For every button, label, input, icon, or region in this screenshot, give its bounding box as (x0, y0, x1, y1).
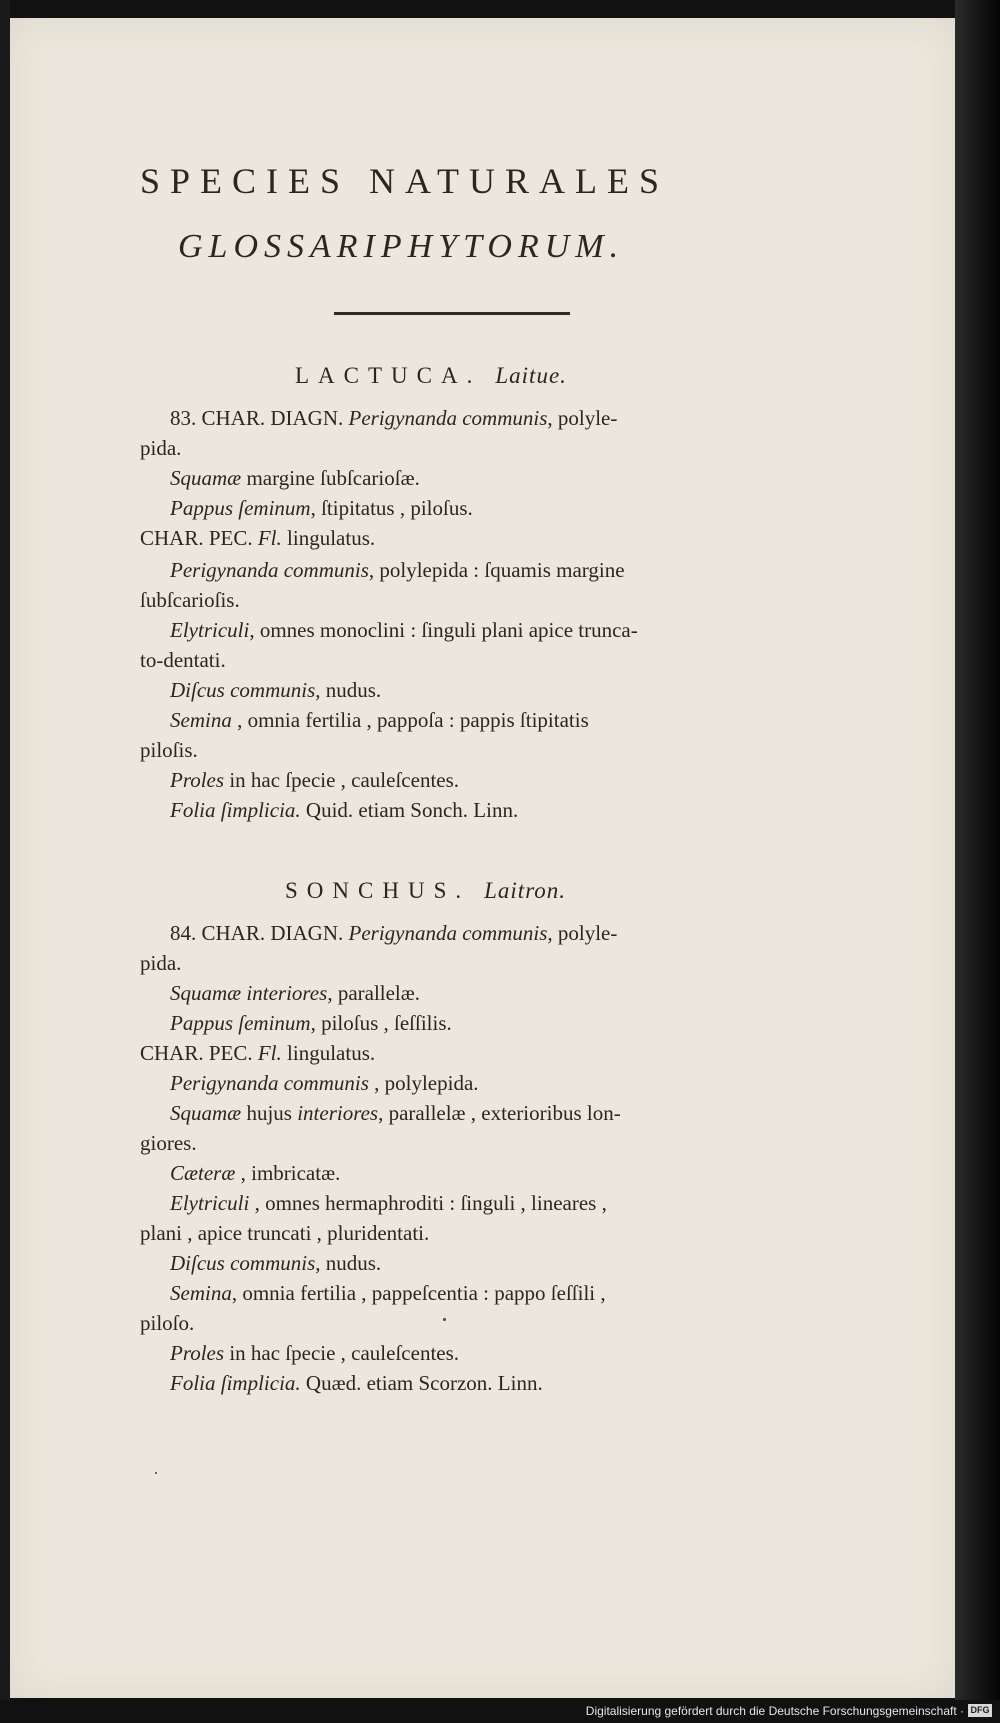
text-line (170, 1163, 340, 1184)
italic-term: Squamæ (170, 466, 242, 490)
italic-term: Semina (170, 708, 232, 732)
vernacular-name: Laitue. (495, 363, 567, 388)
section-heading-lactuca (295, 363, 567, 389)
italic-term: Folia ſimplicia. (170, 1371, 301, 1395)
text-span: 84. CHAR. DIAGN. (170, 921, 349, 945)
text-span: , nudus. (315, 678, 382, 702)
italic-term: Elytriculi (170, 618, 250, 642)
page-title: SPECIES NATURALES (140, 161, 670, 201)
italic-term: Proles (170, 1341, 225, 1365)
text-span: 83. CHAR. DIAGN. (170, 406, 349, 430)
ink-speck (443, 1318, 446, 1321)
text-span: pida. (140, 951, 182, 975)
text-span: giores. (140, 1131, 197, 1155)
text-line (170, 1103, 621, 1124)
text-span: lingulatus. (281, 526, 376, 550)
text-line (170, 1253, 381, 1274)
text-span: Quid. etiam Sonch. Linn. (300, 798, 519, 822)
text-span: , polylepida. (368, 1071, 479, 1095)
text-span: pida. (140, 436, 182, 460)
text-span: , imbricatæ. (235, 1161, 341, 1185)
text-line (140, 1223, 429, 1244)
italic-term: Squamæ (170, 1101, 242, 1125)
text-line (170, 710, 589, 731)
text-line (170, 1073, 479, 1094)
title-rule (334, 312, 570, 315)
digitization-credit: Digitalisierung gefördert durch die Deutsche Forschungsgemeinschaft · (585, 1704, 964, 1718)
text-span: piloſis. (140, 738, 198, 762)
section-heading-sonchus (285, 878, 566, 904)
text-line (140, 528, 375, 549)
italic-term: Fl. (257, 1041, 282, 1065)
page-edge-right (955, 0, 1000, 1723)
page-edge-left (0, 0, 10, 1723)
text-span: , polyle- (547, 406, 618, 430)
italic-term: Fl. (257, 526, 282, 550)
text-span: in hac ſpecie , cauleſcentes. (224, 768, 460, 792)
italic-term: Perigynanda communis (170, 558, 369, 582)
italic-term: Perigynanda communis (170, 1071, 369, 1095)
book-page (10, 18, 955, 1698)
text-line (170, 680, 381, 701)
italic-term: Diſcus communis (170, 678, 316, 702)
text-line (170, 923, 617, 944)
italic-term: Perigynanda communis (348, 406, 548, 430)
text-line (140, 650, 226, 671)
text-line (140, 953, 181, 974)
text-line (170, 498, 473, 519)
text-span: plani , apice truncati , pluridentati. (140, 1221, 430, 1245)
text-span: , nudus. (315, 1251, 382, 1275)
text-span: hujus (241, 1101, 298, 1125)
text-span: , polyle- (547, 921, 618, 945)
text-span: lingulatus. (281, 1041, 376, 1065)
text-line (170, 1373, 543, 1394)
text-line (170, 1193, 607, 1214)
text-span: to-dentati. (140, 648, 226, 672)
italic-term: interiores (297, 1101, 379, 1125)
text-span: , piloſus , ſeſſilis. (310, 1011, 452, 1035)
text-line (170, 620, 638, 641)
genus-name: SONCHUS. (285, 878, 471, 903)
dfg-logo: DFG (968, 1704, 992, 1717)
italic-term: Proles (170, 768, 225, 792)
italic-term: Pappus ſeminum (170, 1011, 311, 1035)
text-line (170, 983, 420, 1004)
text-span: in hac ſpecie , cauleſcentes. (224, 1341, 460, 1365)
text-span: , omnia fertilia , pappeſcentia : pappo ſeſſili , (231, 1281, 606, 1305)
text-span: , parallelæ , exterioribus lon- (378, 1101, 621, 1125)
italic-term: Elytriculi (170, 1191, 250, 1215)
text-span: , polylepida : ſquamis margine (368, 558, 625, 582)
text-line (140, 1313, 194, 1334)
italic-term: Cæteræ (170, 1161, 236, 1185)
text-span: CHAR. PEC. (140, 526, 258, 550)
text-span: CHAR. PEC. (140, 1041, 258, 1065)
italic-term: Folia ſimplicia. (170, 798, 301, 822)
text-span: , ſtipitatus , piloſus. (310, 496, 473, 520)
text-span: margine ſubſcarioſæ. (241, 466, 420, 490)
italic-term: Semina (170, 1281, 232, 1305)
ink-speck (155, 1472, 157, 1474)
italic-term: Squamæ interiores (170, 981, 328, 1005)
text-span: , omnia fertilia , pappoſa : pappis ſtipitatis (231, 708, 589, 732)
genus-name: LACTUCA. (295, 363, 482, 388)
text-line (170, 560, 625, 581)
text-line (170, 770, 459, 791)
text-line (140, 1043, 375, 1064)
text-line (170, 800, 518, 821)
text-span: Quæd. etiam Scorzon. Linn. (300, 1371, 543, 1395)
italic-term: Diſcus communis (170, 1251, 316, 1275)
page-subtitle: GLOSSARIPHYTORUM. (178, 228, 625, 265)
text-line (170, 1343, 459, 1364)
text-line (140, 740, 198, 761)
text-line (140, 590, 240, 611)
text-span: , omnes hermaphroditi : ſinguli , lineares , (249, 1191, 607, 1215)
text-span: , parallelæ. (327, 981, 421, 1005)
text-line (170, 468, 420, 489)
italic-term: Pappus ſeminum (170, 496, 311, 520)
text-span: ſubſcarioſis. (140, 588, 240, 612)
text-line (170, 408, 617, 429)
text-span: piloſo. (140, 1311, 195, 1335)
text-line (170, 1013, 452, 1034)
italic-term: Perigynanda communis (348, 921, 548, 945)
text-line (140, 438, 181, 459)
text-line (140, 1133, 197, 1154)
text-span: , omnes monoclini : ſinguli plani apice trunca- (249, 618, 638, 642)
text-line (170, 1283, 606, 1304)
vernacular-name: Laitron. (484, 878, 567, 903)
